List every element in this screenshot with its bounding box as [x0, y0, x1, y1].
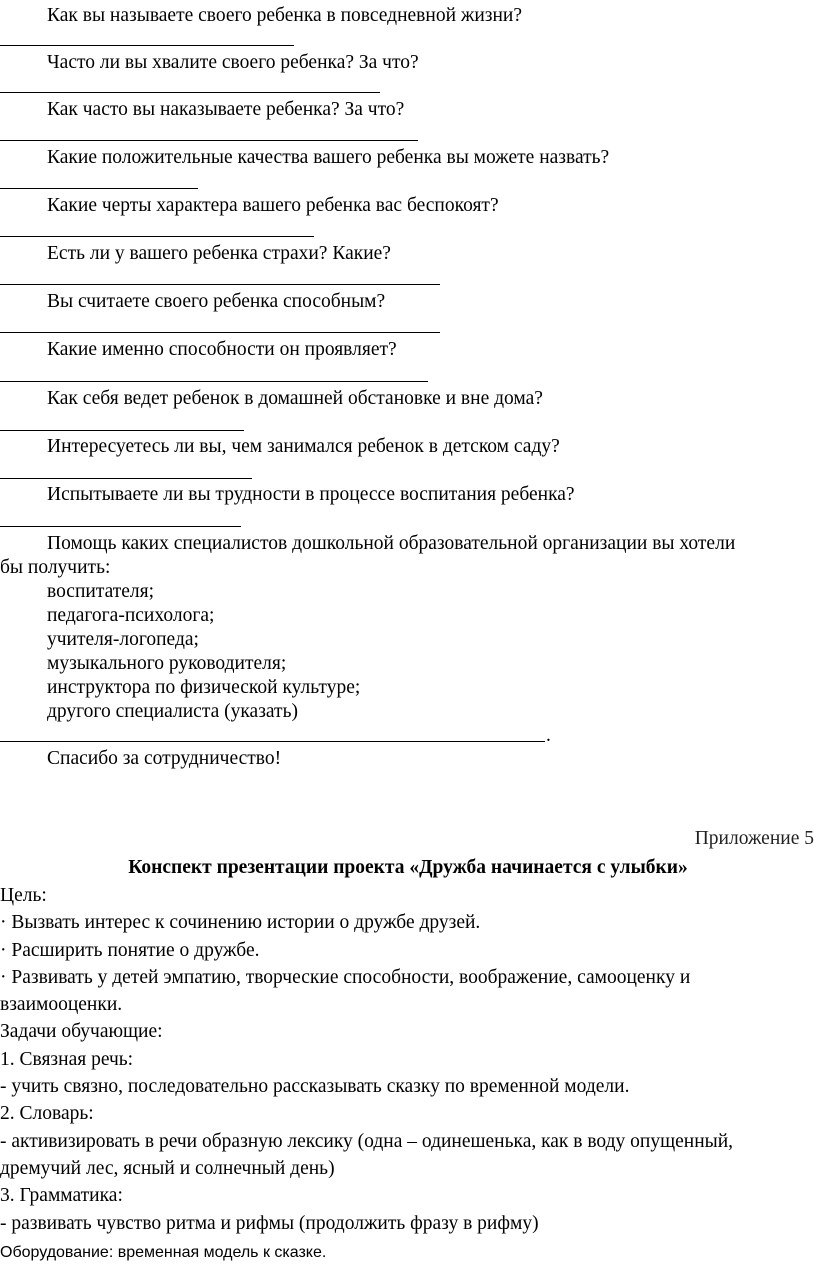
question-8: Какие именно способности он проявляет?	[47, 339, 397, 360]
question-4: Какие положительные качества вашего ребенка вы можете назвать?	[47, 147, 610, 168]
task-section: 2. Словарь:	[0, 1103, 94, 1124]
answer-line-8	[0, 381, 428, 382]
specialists-question: Помощь каких специалистов дошкольной образовательной организации вы хотели	[47, 533, 736, 554]
specialist-option: музыкального руководителя;	[47, 653, 287, 674]
answer-line-11	[0, 526, 241, 527]
question-11: Испытываете ли вы трудности в процессе воспитания ребенка?	[47, 484, 575, 505]
equipment-text: Оборудование: временная модель к сказке.	[0, 1244, 327, 1261]
specialists-question-cont: бы получить:	[0, 557, 111, 578]
task-item-cont: дремучий лес, ясный и солнечный день)	[0, 1158, 335, 1179]
task-item: - активизировать в речи образную лексику (одна – одинешенька, как в воду опущенный,	[0, 1131, 734, 1152]
appendix-title: Конспект презентации проекта «Дружба начинается с улыбки»	[128, 857, 688, 878]
specialist-option: учителя-логопеда;	[47, 629, 199, 650]
task-section: 1. Связная речь:	[0, 1049, 134, 1070]
goal-item: · Расширить понятие о дружбе.	[0, 940, 260, 961]
answer-line-5	[0, 236, 314, 237]
answer-line-4	[0, 188, 198, 189]
appendix-label: Приложение 5	[694, 828, 814, 849]
question-3: Как часто вы наказываете ребенка? За что?	[47, 99, 405, 120]
task-item: - учить связно, последовательно рассказывать сказку по временной модели.	[0, 1076, 630, 1097]
specialist-option: воспитателя;	[47, 581, 155, 602]
question-10: Интересуетесь ли вы, чем занимался ребенок в детском саду?	[47, 436, 560, 457]
goal-item: · Развивать у детей эмпатию, творческие способности, воображение, самооценку и	[0, 967, 691, 988]
goal-item: · Вызвать интерес к сочинению истории о дружбе друзей.	[0, 912, 481, 933]
question-1: Как вы называете своего ребенка в повседневной жизни?	[47, 5, 523, 26]
specialist-option: другого специалиста (указать)	[47, 701, 298, 722]
question-6: Есть ли у вашего ребенка страхи? Какие?	[47, 243, 391, 264]
answer-line-end: .	[546, 725, 551, 746]
thanks-text: Спасибо за сотрудничество!	[47, 748, 282, 769]
answer-line-9	[0, 430, 244, 431]
question-2: Часто ли вы хвалите своего ребенка? За что?	[47, 52, 419, 73]
answer-line-6	[0, 284, 440, 285]
goal-heading: Цель:	[0, 885, 47, 906]
answer-line-1	[0, 45, 294, 46]
specialist-option: инструктора по физической культуре;	[47, 677, 361, 698]
question-5: Какие черты характера вашего ребенка вас беспокоят?	[47, 195, 499, 216]
answer-line-specialist	[0, 741, 545, 742]
question-9: Как себя ведет ребенок в домашней обстановке и вне дома?	[47, 388, 543, 409]
answer-line-7	[0, 332, 440, 333]
answer-line-2	[0, 92, 380, 93]
question-7: Вы считаете своего ребенка способным?	[47, 291, 386, 312]
task-item: - развивать чувство ритма и рифмы (продолжить фразу в рифму)	[0, 1213, 539, 1234]
specialist-option: педагога-психолога;	[47, 605, 215, 626]
tasks-heading: Задачи обучающие:	[0, 1021, 163, 1042]
task-section: 3. Грамматика:	[0, 1185, 123, 1206]
answer-line-10	[0, 478, 252, 479]
goal-item-cont: взаимооценки.	[0, 994, 123, 1015]
answer-line-3	[0, 140, 418, 141]
